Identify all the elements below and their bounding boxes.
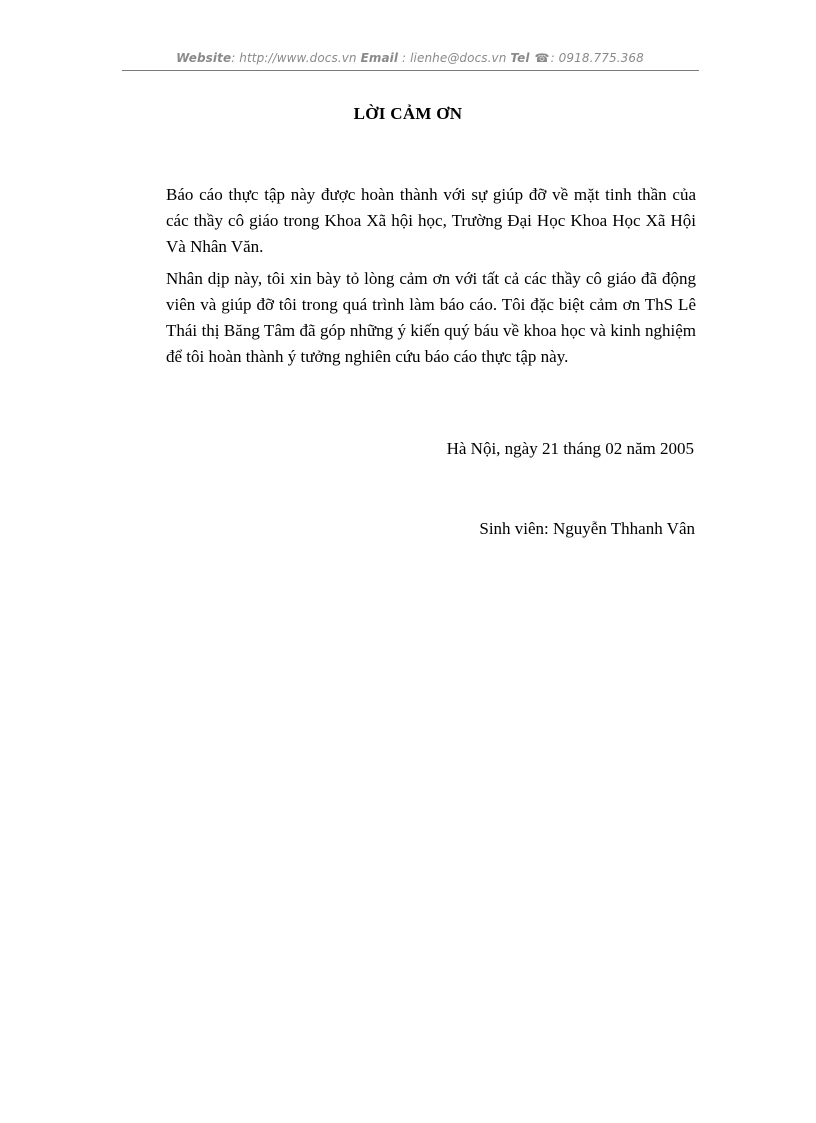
email-label: Email [360, 51, 399, 65]
signature-line: Sinh viên: Nguyễn Thhanh Vân [479, 519, 695, 538]
website-value: : http://www.docs.vn [231, 51, 357, 65]
document-title: LỜI CẢM ƠN [353, 104, 463, 123]
tel-value: : 0918.775.368 [550, 51, 644, 65]
paragraph-2: Nhân dịp này, tôi xin bày tỏ lòng cảm ơn với tất cả các thầy cô giáo đã động viên và giúp đỡ tôi trong quá trình làm báo cáo. Tôi đặc biệt cảm ơn ThS Lê Thái thị Băng Tâm đã góp những ý kiến quý báu về khoa học và kinh nghiệm để tôi hoàn thành ý tưởng nghiên cứu báo cáo thực tập này. [166, 269, 696, 366]
date-line: Hà Nội, ngày 21 tháng 02 năm 2005 [446, 439, 694, 458]
website-label: Website [176, 51, 232, 65]
phone-icon: ☎ [534, 51, 550, 65]
page-header [122, 51, 698, 65]
tel-label: Tel [510, 51, 530, 65]
paragraph-1: Báo cáo thực tập này được hoàn thành với sự giúp đỡ về mặt tinh thần của các thầy cô giáo trong Khoa Xã hội học, Trường Đại Học Khoa Học Xã Hội Và Nhân Văn. [166, 185, 696, 256]
header-divider [122, 70, 699, 71]
email-value: : lienhe@docs.vn [402, 51, 507, 65]
